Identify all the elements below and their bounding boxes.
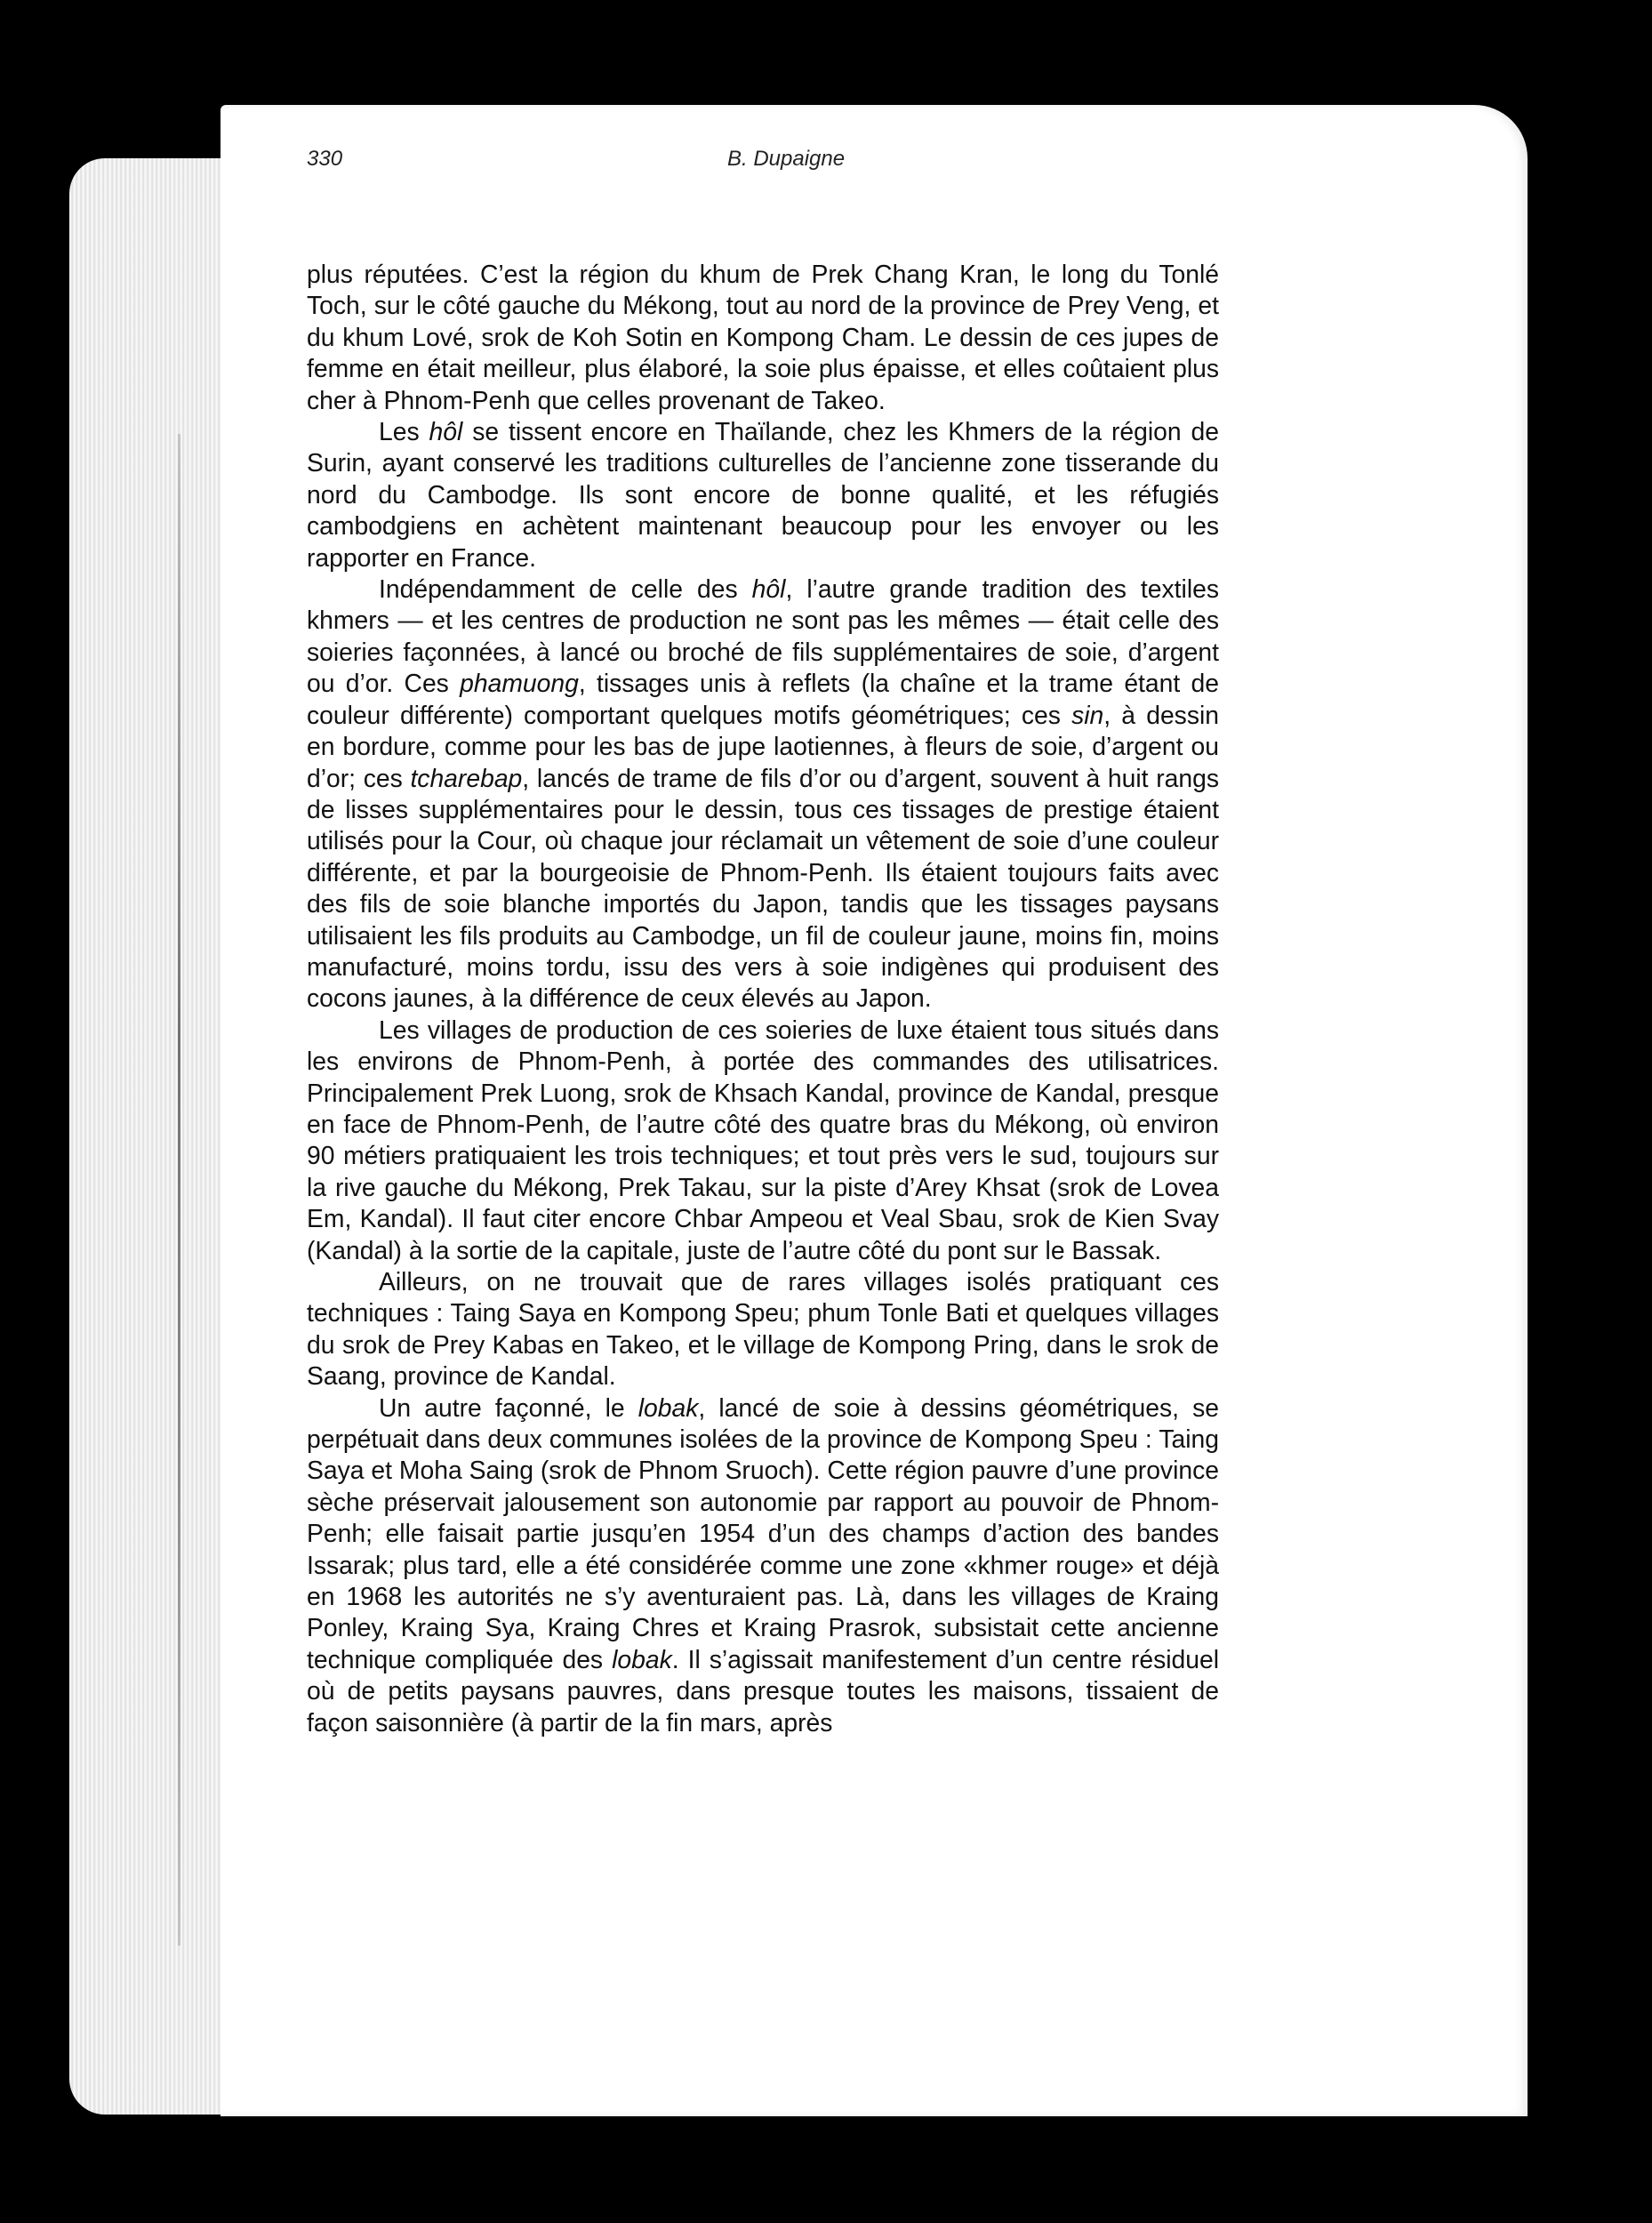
page-header [307,147,1071,182]
text-run: Les [379,417,429,446]
text-run: , l’autre grande tradition des textiles khmers — et les centres de production ne sont pas les mêmes — était celle des soieries façonnées, à lancé ou broché de fils supplémentaires de soie, d’argent ou d’or. Ces [307,574,1220,698]
text-run: Les villages de production de ces soieries de luxe étaient tous situés dans les environs de Phnom-Penh, à portée des commandes des utilisatrices. Principalement Prek Luong, srok de Khsach Kandal, province de Kandal, presque en face de Phnom-Penh, de l’autre côté des quatre bras du Mékong, où environ 90 métiers pratiquaient les trois techniques; et tout près vers le sud, toujours sur la rive gauche du Mékong, Prek Takau, sur la piste d’Arey Khsat (srok de Lovea Em, Kandal). Il faut citer encore Chbar Ampeou et Veal Sbau, srok de Kien Svay (Kandal) à la sortie de la capitale, juste de l’autre côté du pont sur le Bassak. [307,1015,1219,1264]
text-run: , lancé de soie à dessins géométriques, se perpétuait dans deux communes isolées de la province de Kompong Speu : Taing Saya et Moha Saing (srok de Phnom Sruoch). Cette région pauvre d’une province sèche préservait jalousement son autonomie par rapport au pouvoir de Phnom-Penh; elle faisait partie jusqu’en 1954 d’un des champs d’action des bandes Issarak; plus tard, elle a été considérée comme une zone «khmer rouge» et déjà en 1968 les autorités ne s’y aventuraient pas. Là, dans les villages de Kraing Ponley, Kraing Sya, Kraing Chres et Kraing Prasrok, subsistait cette ancienne technique compliquée des [307,1392,1219,1673]
italic-term: sin [1071,700,1104,729]
text-run: , à dessin en bordure, comme pour les bas de jupe laotiennes, à fleurs de soie, d’argent ou d’or; ces [307,700,1220,792]
text-run: Ailleurs, on ne trouvait que de rares villages isolés pratiquant ces techniques : Taing Saya en Kompong Speu; phum Tonle Bati et quelques villages du srok de Prey Kabas en Takeo, et le village de Kompong Pring, dans le srok de Saang, province de Kandal. [307,1267,1219,1391]
text-run: Indépendamment de celle des [379,574,752,604]
text-run: , tissages unis à reflets (la chaîne et la trame étant de couleur différente) comportant quelques motifs géométriques; ces [307,669,1219,729]
text-run: plus réputées. C’est la région du khum de Prek Chang Kran, le long du Tonlé Toch, sur le côté gauche du Mékong, tout au nord de la province de Prey Veng, et du khum Lové, srok de Koh Sotin en Kompong Cham. Le dessin de ces jupes de femme en était meilleur, plus élaboré, la soie plus épaisse, et elles coûtaient plus cher à Phnom-Penh que celles provenant de Takeo. [307,260,1219,414]
paragraph [307,1266,1219,1392]
italic-term: tcharebap [410,763,523,792]
italic-term: hôl [751,574,786,604]
paragraph [307,1015,1219,1266]
paragraph [307,259,1219,416]
page-number: 330 [307,147,343,171]
italic-term: lobak [612,1644,672,1673]
body-text [307,259,1219,1738]
italic-term: hôl [429,417,463,446]
text-run: , lancés de trame de fils d’or ou d’argent, souvent à huit rangs de lisses supplémentaires pour le dessin, tous ces tissages de prestige étaient utilisés pour la Cour, où chaque jour réclamait un vêtement de soie d’une couleur différente, et par la bourgeoisie de Phnom-Penh. Ils étaient toujours faits avec des fils de soie blanche importés du Japon, tandis que les tissages paysans utilisaient les fils produits au Cambodge, un fil de couleur jaune, moins fin, moins manufacturé, moins tordu, issu des vers à soie indigènes qui produisent des cocons jaunes, à la différence de ceux élevés au Japon. [307,763,1219,1013]
text-run: se tissent encore en Thaïlande, chez les Khmers de la région de Surin, ayant conservé les traditions culturelles de l’ancienne zone tisserande du nord du Cambodge. Ils sont encore de bonne qualité, et les réfugiés cambodgiens en achètent maintenant beaucoup pour les envoyer ou les rapporter en France. [307,417,1219,572]
italic-term: lobak [638,1392,699,1422]
paragraph [307,1392,1219,1738]
page-edge-shadow [178,434,180,1946]
paragraph [307,574,1219,1015]
text-run: . Il s’agissait manifestement d’un centre résiduel où de petits paysans pauvres, dans presque toutes les maisons, tissaient de façon saisonnière (à partir de la fin mars, après [307,1644,1220,1737]
paragraph [307,416,1219,574]
text-run: Un autre façonné, le [379,1392,638,1422]
running-head-author: B. Dupaigne [727,147,846,171]
italic-term: phamuong [460,669,579,698]
